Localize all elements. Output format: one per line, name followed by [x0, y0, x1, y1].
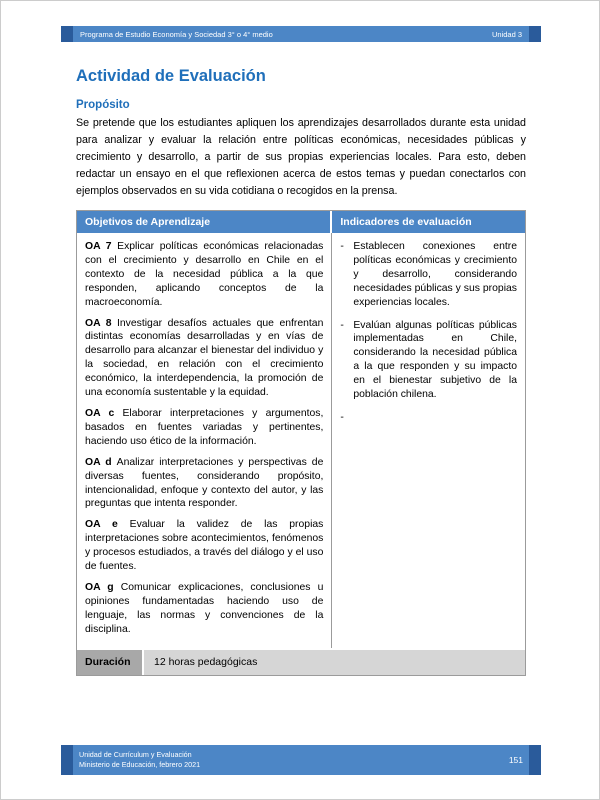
objectives-list: [77, 233, 332, 648]
objective-item: OA 7 Explicar políticas económicas relacionadas con el crecimiento y desarrollo en Chile en el contexto de la necesidad pública a la que responden, aplicando conceptos de la macroeconomía.: [85, 241, 324, 308]
indicator-item: [340, 411, 517, 425]
indicator-text: [353, 411, 517, 425]
column-header-indicators: Indicadores de evaluación: [332, 211, 525, 233]
footer-line2: Ministerio de Educación, febrero 2021: [79, 760, 201, 769]
objective-code: OA 8: [85, 317, 118, 329]
objective-code: OA d: [85, 456, 117, 468]
indicator-item: [340, 240, 517, 310]
indicator-bullet-dash: -: [340, 241, 344, 252]
page-title: Actividad de Evaluación: [76, 67, 266, 85]
indicator-text: Evalúan algunas políticas públicas implementadas en Chile, considerando la necesidad pública a la que responden y su impacto en el bienestar subjetivo de la población chilena.: [353, 319, 517, 401]
table-header-row: [77, 211, 525, 233]
objective-code: OA g: [85, 581, 121, 593]
footer-line1: Unidad de Currículum y Evaluación: [79, 750, 192, 760]
objectives-indicators-table: [76, 210, 526, 676]
indicator-item: [340, 319, 517, 402]
page-number: 151: [508, 755, 523, 765]
indicator-text: Establecen conexiones entre políticas económicas y crecimiento y desarrollo, considerando necesidades públicas y sus propias experiencias locales.: [353, 241, 517, 308]
duration-label: Duración: [77, 650, 144, 675]
objective-item: OA d Analizar interpretaciones y perspectivas de diversas fuentes, considerando propósito, intencionalidad, enfoque y contexto del autor, y las preguntas que intenta responder.: [85, 456, 324, 510]
objective-item: OA c Elaborar interpretaciones y argumentos, basados en fuentes variadas y pertinentes, haciendo uso ético de la información.: [85, 407, 324, 447]
objective-item: OA g Comunicar explicaciones, conclusiones u opiniones fundamentadas haciendo uso de lenguaje, las normas y convenciones de la disciplina.: [85, 581, 324, 635]
duration-row: [77, 648, 525, 675]
indicator-bullet-dash: -: [340, 319, 344, 331]
objective-code: OA 7: [85, 241, 118, 252]
objective-item: OA 8 Investigar desafíos actuales que enfrentan distintas economías desarrolladas y en vías de desarrollo para alcanzar el bienestar del individuo y la sociedad, en relación con el crecimiento económico, la interdependencia, la promoción de una economía sustentable y la equidad.: [85, 317, 324, 399]
objective-code: OA e: [85, 519, 130, 531]
footer-bar-text: [61, 745, 541, 775]
header-bar-text: [61, 26, 541, 42]
objective-code: OA c: [85, 407, 123, 419]
header-program-title: Programa de Estudio Economía y Sociedad 3° o 4° medio: [80, 29, 273, 39]
indicators-list: [332, 233, 525, 648]
purpose-paragraph: Se pretende que los estudiantes apliquen los aprendizajes desarrollados durante esta unidad para analizar y evaluar la relación entre políticas económicas, necesidades públicas y crecimiento y desarrollo, a partir de sus propias experiencias locales. Para esto, deben redactar un ensayo en el que reflexionen acerca de estos temas y puedan conectarlos con ejemplos observados en su vida cotidiana o recogidos en la prensa.: [76, 117, 526, 197]
duration-value: 12 horas pedagógicas: [144, 650, 525, 675]
column-header-objectives: Objetivos de Aprendizaje: [77, 211, 332, 233]
footer-bar: [61, 745, 541, 775]
footer-credits: [79, 750, 200, 769]
purpose-heading: Propósito: [76, 99, 130, 111]
indicator-bullet-dash: -: [340, 411, 344, 423]
header-unit-label: Unidad 3: [491, 29, 522, 39]
table-body-row: [77, 233, 525, 648]
header-bar: [61, 26, 541, 42]
objective-item: OA e Evaluar la validez de las propias interpretaciones sobre acontecimientos, fenómenos y procesos estudiados, a través del diálogo y el uso de fuentes.: [85, 519, 324, 573]
